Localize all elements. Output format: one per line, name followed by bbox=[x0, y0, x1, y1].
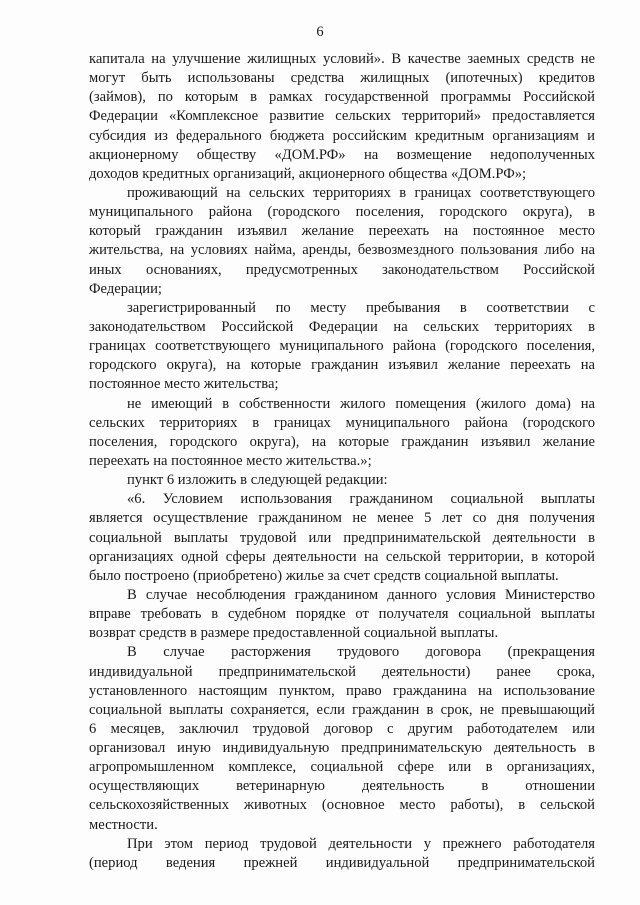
paragraph bbox=[89, 50, 595, 184]
text-line: «6. Условием использования гражданином социальной выплаты bbox=[127, 491, 595, 508]
text-line: возврат средств в размере предоставленной социальной выплаты. bbox=[89, 625, 499, 642]
text-line: границах соответствующего муниципального района (городского поселения, bbox=[89, 338, 595, 355]
text-line: законодательством Российской Федерации на сельских территориях в bbox=[89, 318, 595, 335]
paragraph bbox=[89, 471, 595, 490]
text-line: организациях одной сферы деятельности на сельской территории, в которой bbox=[89, 548, 595, 565]
text-line: Федерации; bbox=[89, 280, 162, 297]
text-line: При этом период трудовой деятельности у прежнего работодателя bbox=[127, 835, 595, 852]
paragraph bbox=[89, 643, 595, 834]
text-line: сельских территориях в границах муниципального района (городского bbox=[89, 414, 595, 431]
text-line: установленного настоящим пунктом, право гражданина на использование bbox=[89, 682, 595, 699]
text-line: сельскохозяйственных животных (основное место работы), в сельской bbox=[89, 797, 595, 814]
text-line: зарегистрированный по месту пребывания в соответствии с bbox=[127, 299, 595, 316]
text-line: было построено (приобретено) жилье за счет средств социальной выплаты. bbox=[89, 567, 559, 584]
text-line: является осуществление гражданином не менее 5 лет со дня получения bbox=[89, 510, 595, 527]
text-line: субсидия из федерального бюджета российским кредитным организациям и bbox=[89, 127, 595, 144]
text-line: (займов), по которым в рамках государственной программы Российской bbox=[89, 89, 595, 106]
paragraph bbox=[89, 395, 595, 472]
paragraph bbox=[89, 586, 595, 643]
text-line: постоянное место жительства; bbox=[89, 376, 279, 393]
paragraph bbox=[89, 184, 595, 299]
text-line: социальной выплаты трудовой или предпринимательской деятельности в bbox=[89, 529, 595, 546]
text-line: агропромышленном комплексе, социальной сфере или в организациях, bbox=[89, 759, 595, 776]
text-line: организовал иную индивидуальную предпринимательскую деятельность в bbox=[89, 740, 595, 757]
text-line: переехать на постоянное место жительства.»; bbox=[89, 452, 372, 469]
text-line: городского округа), на которые гражданин изъявил желание переехать на bbox=[89, 357, 595, 374]
text-line: местности. bbox=[89, 816, 158, 833]
text-line: социальной выплаты сохраняется, если гражданин в срок, не превышающий bbox=[89, 701, 595, 718]
text-line: вправе требовать в судебном порядке от получателя социальной выплаты bbox=[89, 606, 595, 623]
text-line: доходов кредитных организаций, акционерного общества «ДОМ.РФ»; bbox=[89, 165, 527, 182]
text-line: (период ведения прежней индивидуальной предпринимательской bbox=[89, 854, 595, 871]
text-line: пункт 6 изложить в следующей редакции: bbox=[127, 472, 388, 489]
text-line: который гражданин изъявил желание переехать на постоянное место bbox=[89, 223, 595, 240]
paragraph bbox=[89, 835, 595, 873]
text-line: не имеющий в собственности жилого помещения (жилого дома) на bbox=[127, 395, 595, 412]
text-line: В случае расторжения трудового договора (прекращения bbox=[127, 644, 595, 661]
text-line: индивидуальной предпринимательской деятельности) ранее срока, bbox=[89, 663, 595, 680]
text-line: поселения, городского округа), на которые гражданин изъявил желание bbox=[89, 433, 595, 450]
page-number: 6 bbox=[316, 24, 324, 40]
paragraph bbox=[89, 490, 595, 586]
text-line: могут быть использованы средства жилищных (ипотечных) кредитов bbox=[89, 70, 595, 87]
text-line: муниципального района (городского поселения, городского округа), в bbox=[89, 204, 595, 221]
document-body bbox=[89, 50, 595, 873]
text-line: осуществляющих ветеринарную деятельность в отношении bbox=[89, 778, 595, 795]
text-line: 6 месяцев, заключил трудовой договор с другим работодателем или bbox=[89, 720, 595, 737]
text-line: капитала на улучшение жилищных условий». В качестве заемных средств не bbox=[89, 51, 595, 67]
paragraph bbox=[89, 299, 595, 395]
text-line: Федерации «Комплексное развитие сельских территорий» предоставляется bbox=[89, 108, 595, 125]
text-line: жительства, на условиях найма, аренды, безвозмездного пользования либо на bbox=[89, 242, 595, 259]
text-line: иных основаниях, предусмотренных законодательством Российской bbox=[89, 261, 595, 278]
text-line: проживающий на сельских территориях в границах соответствующего bbox=[127, 184, 595, 201]
text-line: В случае несоблюдения гражданином данного условия Министерство bbox=[127, 586, 595, 603]
text-line: акционерному обществу «ДОМ.РФ» на возмещение недополученных bbox=[89, 146, 595, 163]
